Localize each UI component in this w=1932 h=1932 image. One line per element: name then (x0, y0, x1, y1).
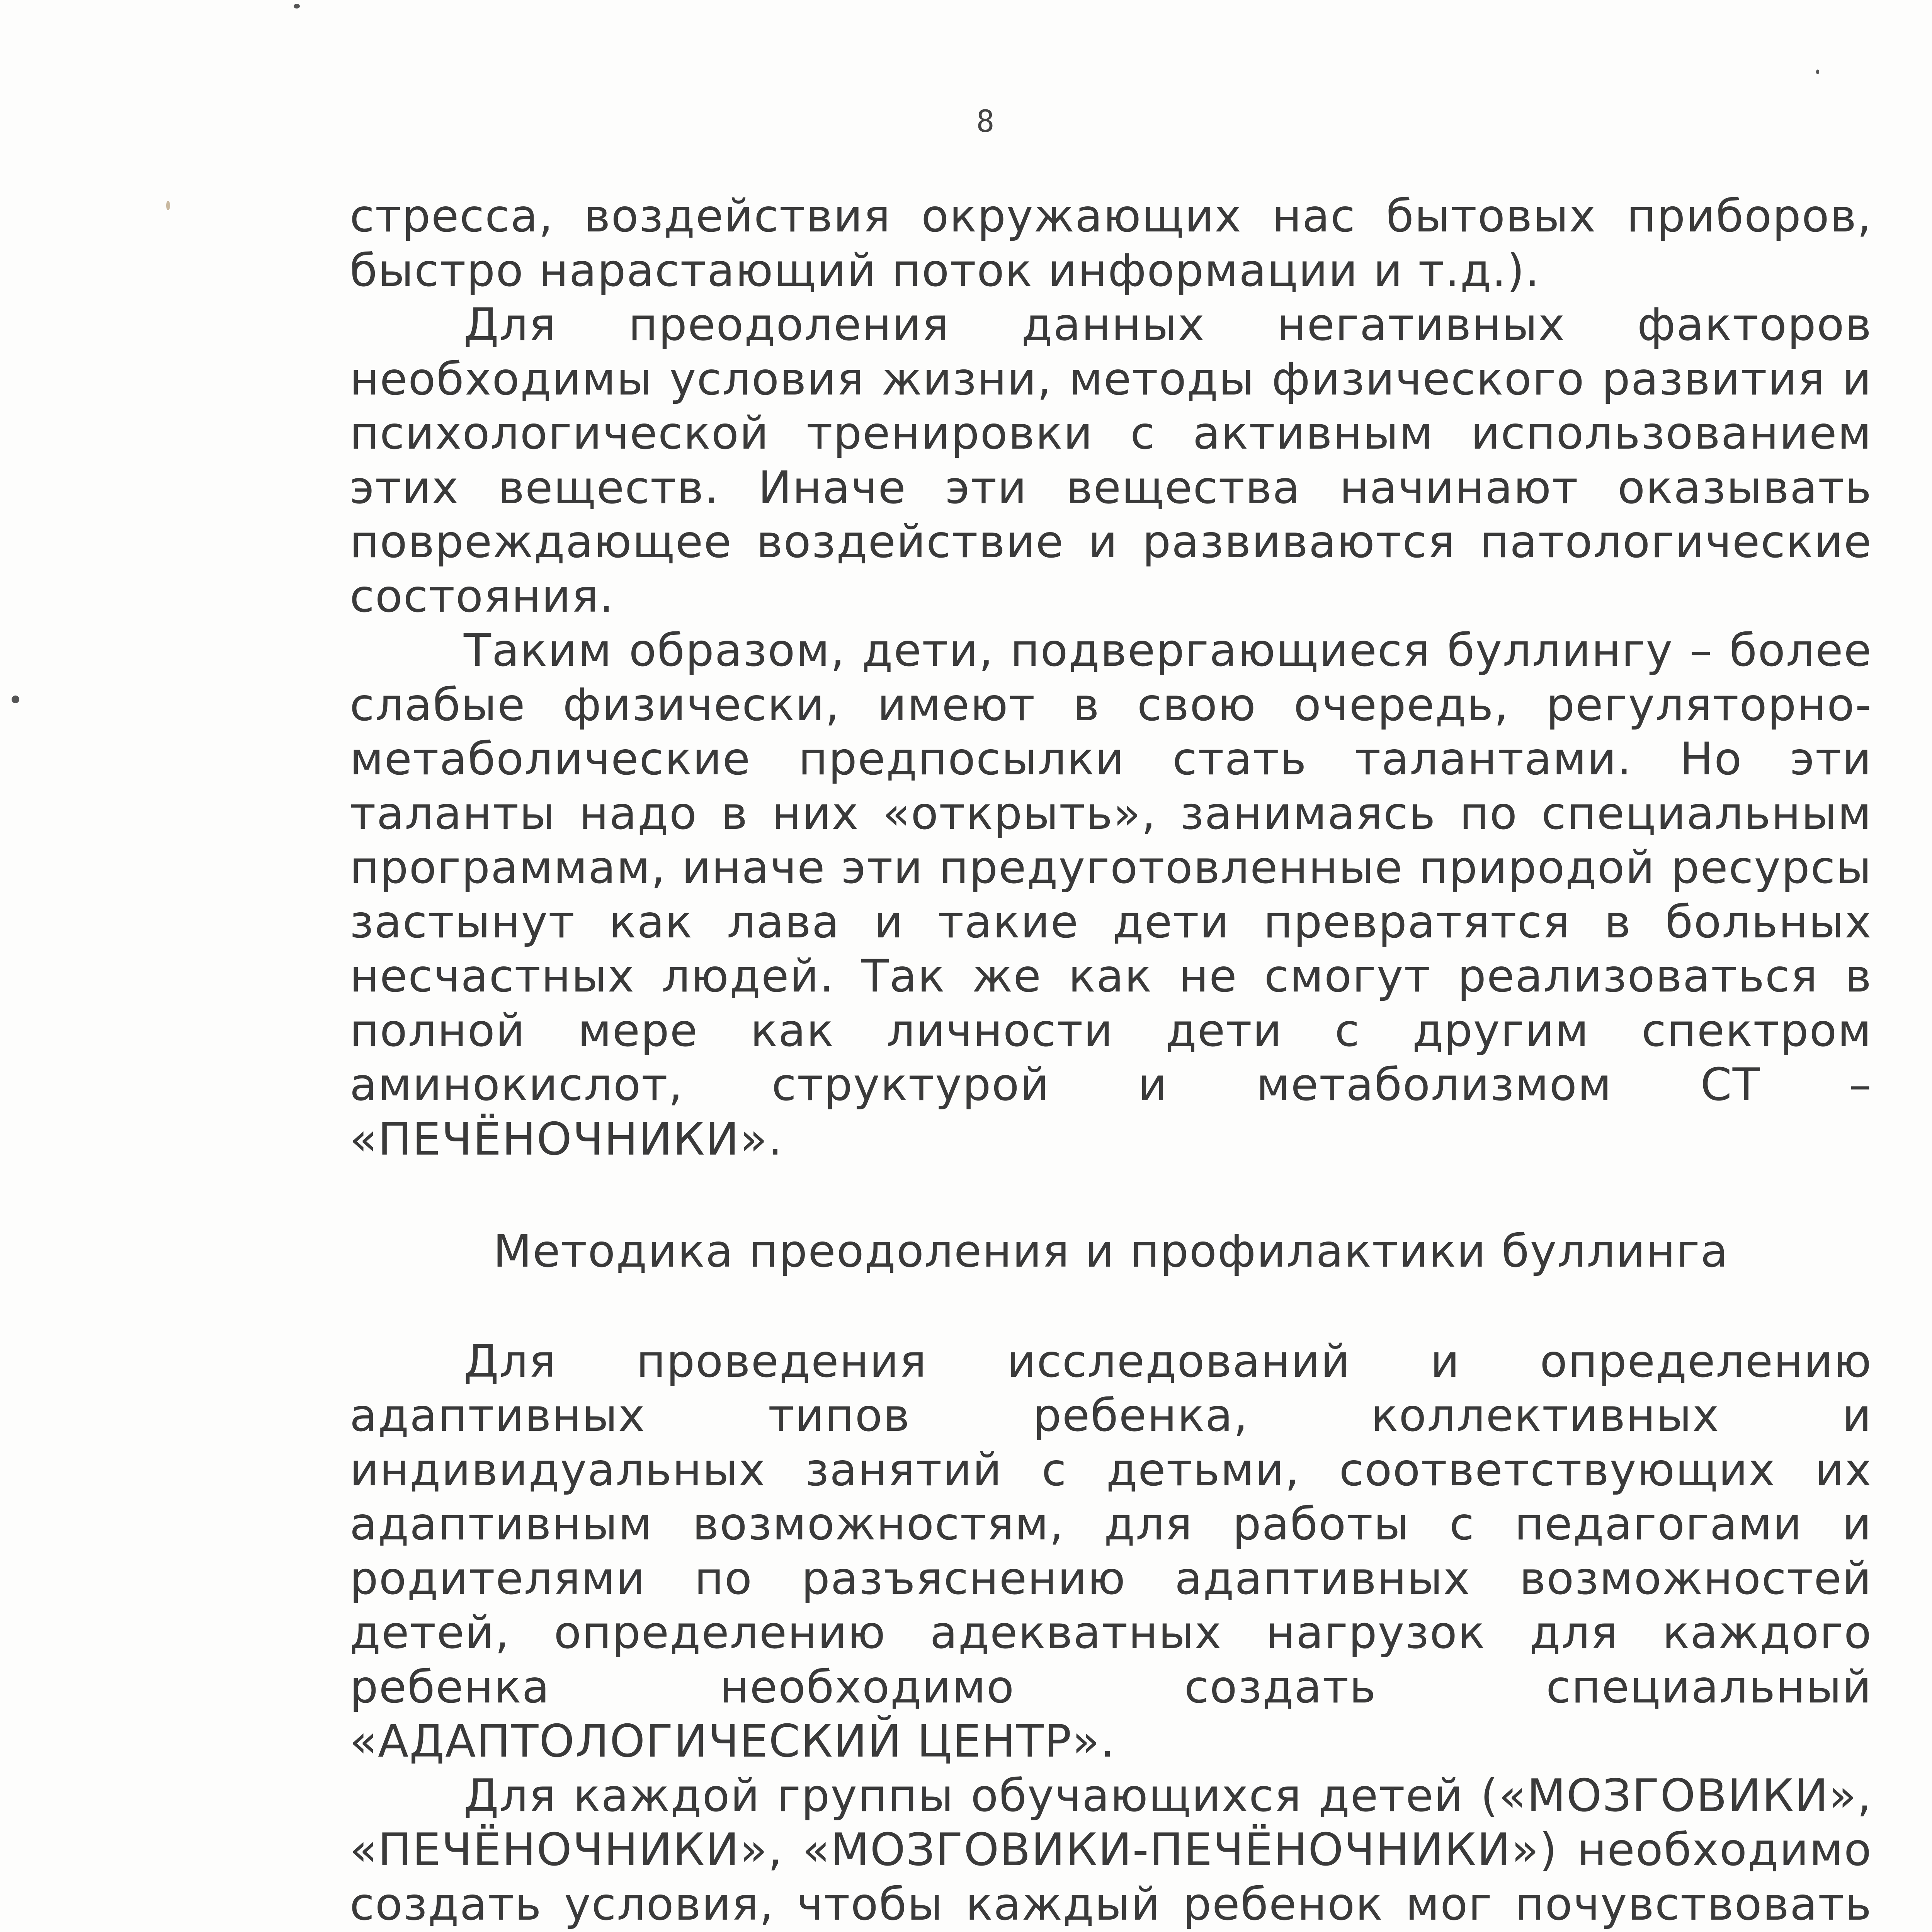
scan-speck (166, 201, 170, 210)
paragraph-group-conditions: Для каждой группы обучающихся детей («МОЗГОВИКИ», «ПЕЧЁНОЧНИКИ», «МОЗГОВИКИ-ПЕЧЁНОЧНИКИ») необходимо создать условия, чтобы каждый ребенок мог почувствовать (350, 1769, 1872, 1930)
scan-speck (12, 696, 19, 703)
page-number: 8 (976, 104, 995, 139)
section-heading: Методика преодоления и профилактики буллинга (493, 1225, 1729, 1277)
paragraph-bullying-talents: Таким образом, дети, подвергающиеся буллингу – более слабые физически, имеют в свою очередь, регуляторно-метаболические предпосылки стать талантами. Но эти таланты надо в них «открыть», занимаясь по специальным программам, иначе эти предуготовленные природой ресурсы застынут как лава и такие дети превратятся в больных несчастных людей. Так же как не смогут реализоваться в полной мере как личности дети с другим спектром аминокислот, структурой и метаболизмом СТ – «ПЕЧЁНОЧНИКИ». (350, 624, 1872, 1165)
scan-speck (1816, 70, 1819, 74)
scan-speck (294, 4, 300, 9)
paragraph-continuation: стресса, воздействия окружающих нас бытовых приборов, быстро нарастающий поток информации и т.д.). (350, 190, 1872, 297)
body-text (350, 189, 1872, 1932)
paragraph-negative-factors: Для преодоления данных негативных факторов необходимы условия жизни, методы физического развития и психологической тренировки с активным использованием этих веществ. Иначе эти вещества начинают оказывать повреждающее воздействие и развиваются патологические состояния. (350, 299, 1872, 622)
paragraph-adaptology-center: Для проведения исследований и определению адаптивных типов ребенка, коллективных и индивидуальных занятий с детьми, соответствующих их адаптивным возможностям, для работы с педагогами и родителями по разъяснению адаптивных возможностей детей, определению адекватных нагрузок для каждого ребенка необходимо создать специальный «АДАПТОЛОГИЧЕСКИЙ ЦЕНТР». (350, 1335, 1872, 1767)
